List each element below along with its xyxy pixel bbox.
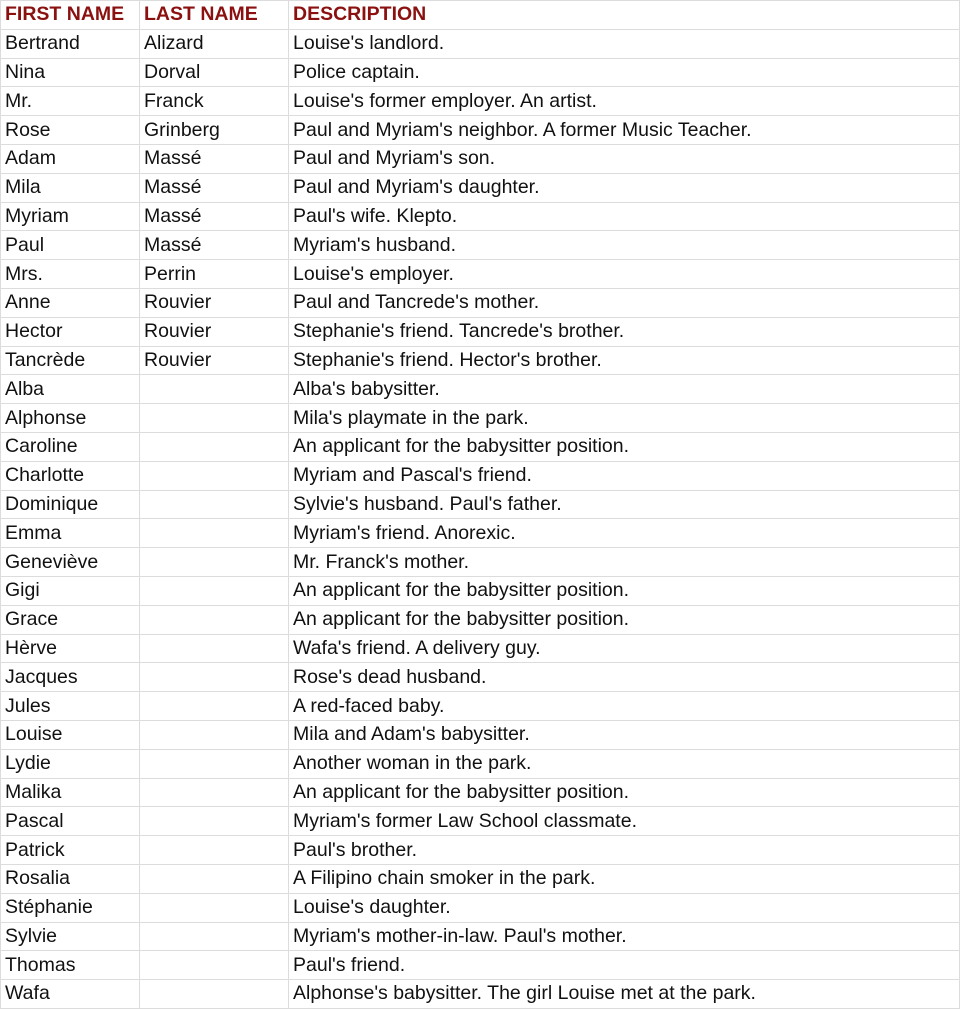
description-cell[interactable]: Myriam's mother-in-law. Paul's mother. [289,922,960,951]
description-cell[interactable]: An applicant for the babysitter position. [289,432,960,461]
first-name-cell[interactable]: Louise [1,720,140,749]
last-name-cell[interactable]: Franck [140,87,289,116]
description-cell[interactable]: Mila and Adam's babysitter. [289,720,960,749]
description-cell[interactable]: Rose's dead husband. [289,663,960,692]
description-cell[interactable]: An applicant for the babysitter position. [289,778,960,807]
table-row [1,231,960,260]
description-cell[interactable]: Paul's wife. Klepto. [289,202,960,231]
table-row [1,87,960,116]
table-row [1,576,960,605]
last-name-cell[interactable]: Alizard [140,29,289,58]
last-name-cell[interactable]: Massé [140,173,289,202]
column-header-last-name[interactable]: LAST NAME [140,1,289,30]
last-name-cell[interactable]: Massé [140,144,289,173]
last-name-cell[interactable] [140,864,289,893]
last-name-cell[interactable]: Grinberg [140,116,289,145]
description-cell[interactable]: Louise's daughter. [289,893,960,922]
description-cell[interactable]: Paul's brother. [289,836,960,865]
first-name-cell[interactable]: Pascal [1,807,140,836]
column-header-description[interactable]: DESCRIPTION [289,1,960,30]
description-cell[interactable]: Stephanie's friend. Tancrede's brother. [289,317,960,346]
last-name-cell[interactable] [140,548,289,577]
first-name-cell[interactable]: Hèrve [1,634,140,663]
last-name-cell[interactable] [140,720,289,749]
last-name-cell[interactable] [140,404,289,433]
column-header-first-name[interactable]: FIRST NAME [1,1,140,30]
first-name-cell[interactable]: Mila [1,173,140,202]
table-row [1,432,960,461]
first-name-cell[interactable]: Rosalia [1,864,140,893]
last-name-cell[interactable] [140,519,289,548]
description-cell[interactable]: Police captain. [289,58,960,87]
first-name-cell[interactable]: Nina [1,58,140,87]
table-row [1,116,960,145]
first-name-cell[interactable]: Malika [1,778,140,807]
description-cell[interactable]: Louise's former employer. An artist. [289,87,960,116]
table-row [1,173,960,202]
table-row [1,634,960,663]
last-name-cell[interactable]: Rouvier [140,317,289,346]
table-row [1,288,960,317]
description-cell[interactable]: Mr. Franck's mother. [289,548,960,577]
description-cell[interactable]: Stephanie's friend. Hector's brother. [289,346,960,375]
last-name-cell[interactable] [140,432,289,461]
last-name-cell[interactable] [140,893,289,922]
description-cell[interactable]: Sylvie's husband. Paul's father. [289,490,960,519]
last-name-cell[interactable] [140,980,289,1009]
last-name-cell[interactable] [140,951,289,980]
table-row [1,864,960,893]
table-row [1,807,960,836]
table-row [1,778,960,807]
description-cell[interactable]: An applicant for the babysitter position. [289,605,960,634]
first-name-cell[interactable]: Bertrand [1,29,140,58]
first-name-cell[interactable]: Jacques [1,663,140,692]
table-row [1,58,960,87]
description-cell[interactable]: A Filipino chain smoker in the park. [289,864,960,893]
description-cell[interactable]: Mila's playmate in the park. [289,404,960,433]
table-row [1,375,960,404]
table-row [1,980,960,1009]
table-row [1,29,960,58]
description-cell[interactable]: Paul and Myriam's son. [289,144,960,173]
first-name-cell[interactable]: Tancrède [1,346,140,375]
description-cell[interactable]: Louise's landlord. [289,29,960,58]
first-name-cell[interactable]: Hector [1,317,140,346]
table-row [1,144,960,173]
first-name-cell[interactable]: Myriam [1,202,140,231]
last-name-cell[interactable]: Rouvier [140,346,289,375]
last-name-cell[interactable] [140,490,289,519]
first-name-cell[interactable]: Lydie [1,749,140,778]
first-name-cell[interactable]: Stéphanie [1,893,140,922]
last-name-cell[interactable]: Rouvier [140,288,289,317]
first-name-cell[interactable]: Mrs. [1,260,140,289]
last-name-cell[interactable] [140,663,289,692]
last-name-cell[interactable]: Massé [140,231,289,260]
table-row [1,548,960,577]
table-row [1,490,960,519]
last-name-cell[interactable] [140,605,289,634]
description-cell[interactable]: Paul's friend. [289,951,960,980]
table-row [1,260,960,289]
description-cell[interactable]: Paul and Myriam's neighbor. A former Music Teacher. [289,116,960,145]
last-name-cell[interactable] [140,778,289,807]
first-name-cell[interactable]: Alphonse [1,404,140,433]
last-name-cell[interactable] [140,576,289,605]
table-row [1,605,960,634]
first-name-cell[interactable]: Gigi [1,576,140,605]
description-cell[interactable]: Wafa's friend. A delivery guy. [289,634,960,663]
table-body [1,29,960,1008]
first-name-cell[interactable]: Emma [1,519,140,548]
last-name-cell[interactable]: Perrin [140,260,289,289]
first-name-cell[interactable]: Grace [1,605,140,634]
first-name-cell[interactable]: Dominique [1,490,140,519]
last-name-cell[interactable]: Dorval [140,58,289,87]
last-name-cell[interactable]: Massé [140,202,289,231]
description-cell[interactable]: Myriam's husband. [289,231,960,260]
first-name-cell[interactable]: Thomas [1,951,140,980]
description-cell[interactable]: Alphonse's babysitter. The girl Louise met at the park. [289,980,960,1009]
first-name-cell[interactable]: Jules [1,692,140,721]
table-row [1,893,960,922]
last-name-cell[interactable] [140,749,289,778]
first-name-cell[interactable]: Charlotte [1,461,140,490]
first-name-cell[interactable]: Anne [1,288,140,317]
table-row [1,404,960,433]
table-row [1,951,960,980]
description-cell[interactable]: Another woman in the park. [289,749,960,778]
description-cell[interactable]: Alba's babysitter. [289,375,960,404]
description-cell[interactable]: Myriam's former Law School classmate. [289,807,960,836]
description-cell[interactable]: Paul and Myriam's daughter. [289,173,960,202]
first-name-cell[interactable]: Mr. [1,87,140,116]
first-name-cell[interactable]: Wafa [1,980,140,1009]
description-cell[interactable]: Paul and Tancrede's mother. [289,288,960,317]
last-name-cell[interactable] [140,461,289,490]
table-row [1,519,960,548]
first-name-cell[interactable]: Adam [1,144,140,173]
last-name-cell[interactable] [140,692,289,721]
table-row [1,692,960,721]
table-row [1,346,960,375]
last-name-cell[interactable] [140,807,289,836]
last-name-cell[interactable] [140,836,289,865]
table-row [1,317,960,346]
first-name-cell[interactable]: Alba [1,375,140,404]
table-row [1,836,960,865]
table-row [1,922,960,951]
table-row [1,749,960,778]
last-name-cell[interactable] [140,634,289,663]
last-name-cell[interactable] [140,922,289,951]
first-name-cell[interactable]: Paul [1,231,140,260]
table-row [1,663,960,692]
description-cell[interactable]: Myriam's friend. Anorexic. [289,519,960,548]
first-name-cell[interactable]: Geneviève [1,548,140,577]
table-row [1,461,960,490]
header-row [1,1,960,30]
table-row [1,202,960,231]
table-row [1,720,960,749]
first-name-cell[interactable]: Patrick [1,836,140,865]
description-cell[interactable]: Louise's employer. [289,260,960,289]
description-cell[interactable]: Myriam and Pascal's friend. [289,461,960,490]
description-cell[interactable]: An applicant for the babysitter position. [289,576,960,605]
first-name-cell[interactable]: Sylvie [1,922,140,951]
first-name-cell[interactable]: Caroline [1,432,140,461]
description-cell[interactable]: A red-faced baby. [289,692,960,721]
first-name-cell[interactable]: Rose [1,116,140,145]
last-name-cell[interactable] [140,375,289,404]
